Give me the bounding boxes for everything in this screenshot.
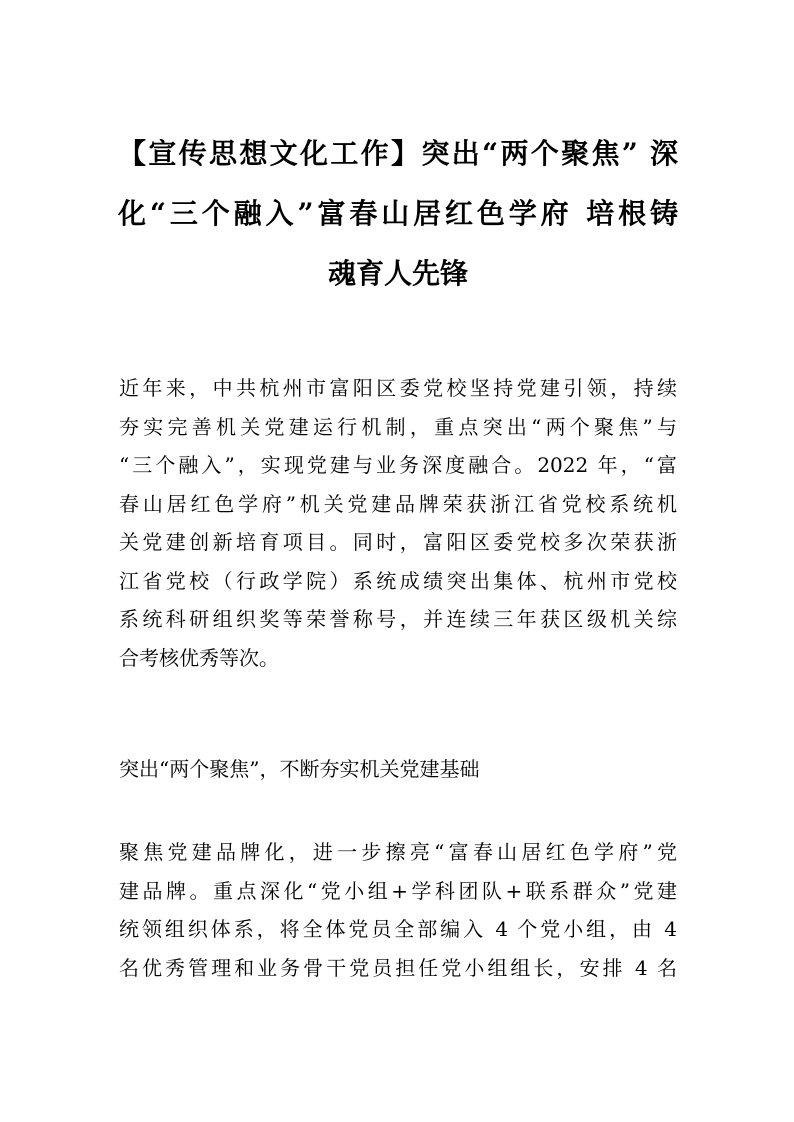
title-line-3: 魂育人先锋 — [327, 257, 468, 290]
intro-line: 系统科研组织奖等荣誉称号，并连续三年获区级机关综 — [119, 607, 677, 631]
body-line: 统领组织体系，将全体党员全部编入 4 个党小组，由 4 — [119, 917, 677, 941]
intro-line: 近年来，中共杭州市富阳区委党校坚持党建引领，持续 — [119, 376, 677, 400]
intro-line: 合考核优秀等次。 — [119, 645, 279, 670]
title-line-2: 化“三个融入”富春山居红色学府 培根铸 — [118, 197, 678, 230]
intro-line: 关党建创新培育项目。同时，富阳区委党校多次荣获浙 — [119, 530, 677, 554]
section-heading-text: 突出“两个聚焦”，不断夯实机关党建基础 — [119, 757, 480, 781]
section-heading — [119, 750, 677, 789]
body-line: 名优秀管理和业务骨干党员担任党小组组长，安排 4 名 — [119, 955, 677, 980]
title-line-1: 【宣传思想文化工作】突出“两个聚焦” 深 — [118, 137, 678, 170]
intro-line: 夯实完善机关党建运行机制，重点突出“两个聚焦”与 — [119, 414, 677, 439]
intro-line: 春山居红色学府”机关党建品牌荣获浙江省党校系统机 — [119, 491, 677, 516]
document-title — [118, 124, 678, 304]
intro-paragraph — [119, 369, 677, 677]
intro-line: 江省党校（行政学院）系统成绩突出集体、杭州市党校 — [119, 568, 677, 593]
body-line: 建品牌。重点深化“党小组+学科团队+联系群众”党建 — [119, 878, 677, 903]
body-paragraph — [119, 833, 677, 987]
body-line: 聚焦党建品牌化，进一步擦亮“富春山居红色学府”党 — [119, 840, 677, 864]
intro-line: “三个融入”，实现党建与业务深度融合。2022 年，“富 — [119, 453, 677, 477]
